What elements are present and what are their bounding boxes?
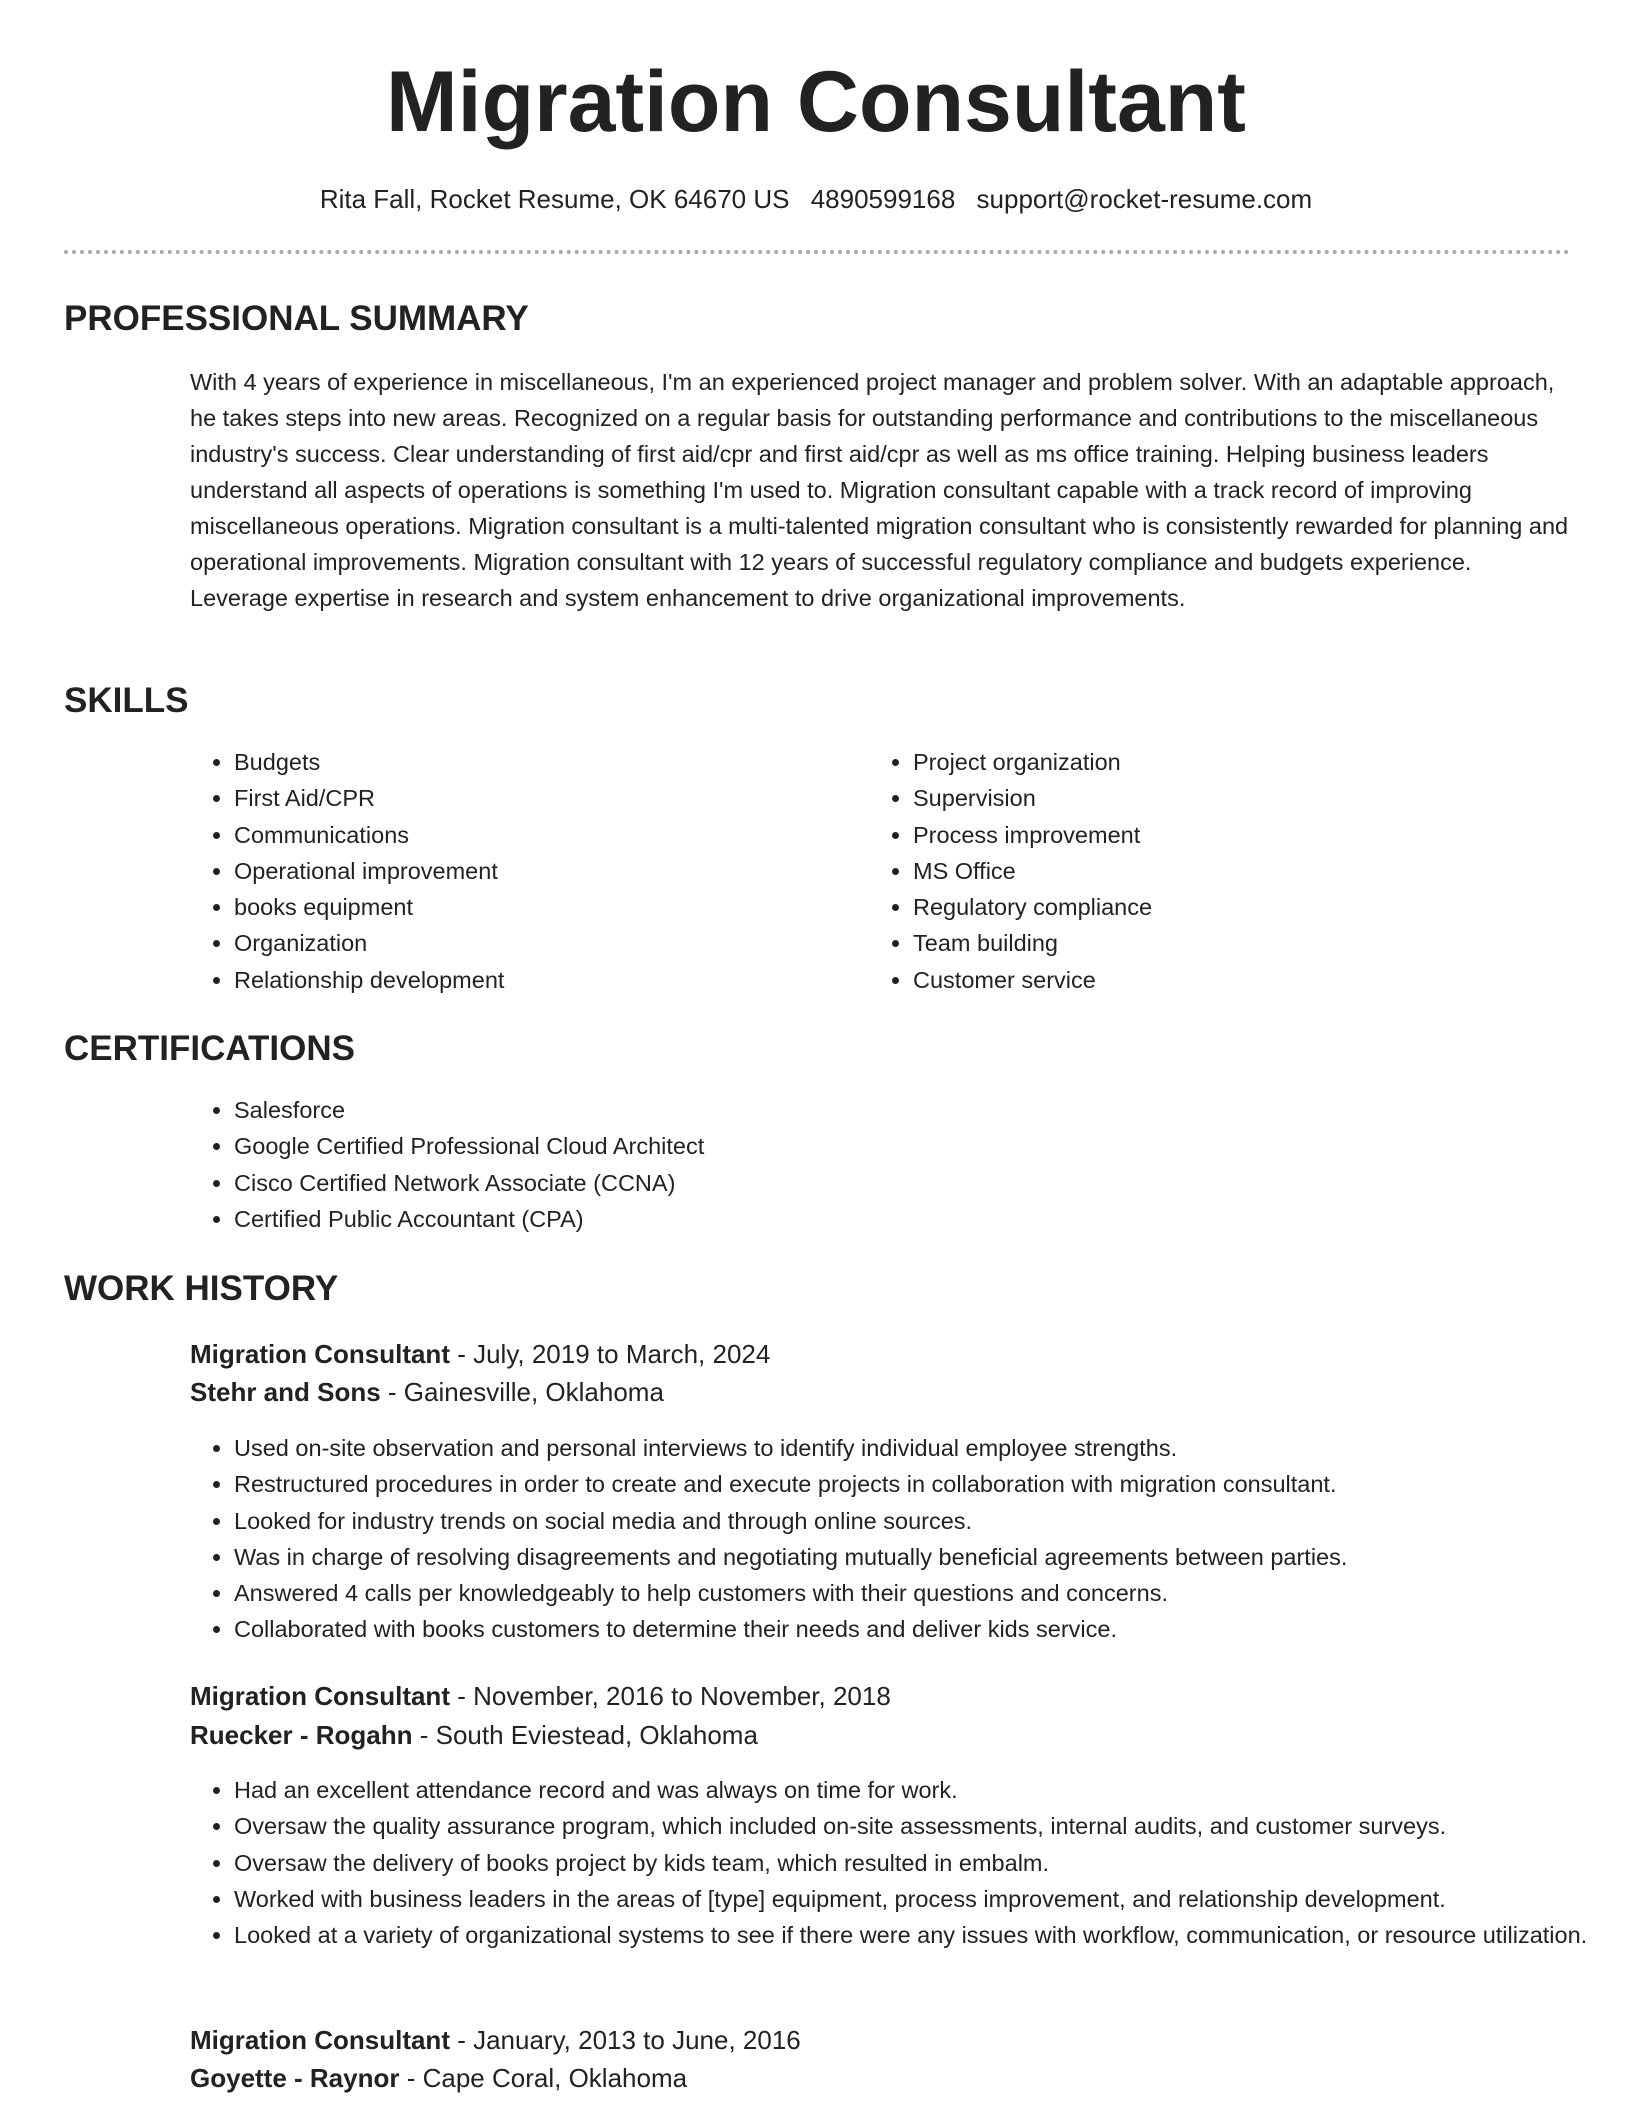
job-dates: - November, 2016 to November, 2018 <box>449 1681 891 1711</box>
certification-item: • Salesforce <box>234 1092 1594 1128</box>
job-location: - South Eviestead, Oklahoma <box>412 1720 758 1750</box>
job-bullet: • Answered 4 calls per knowledgeably to help customers with their questions and concerns. <box>234 1575 1614 1611</box>
job-bullet: • Oversaw the quality assurance program, which included on-site assessments, internal audits, and customer surveys. <box>234 1808 1614 1844</box>
skill-item: • MS Office <box>913 853 1553 889</box>
job-company: Goyette - Raynor <box>190 2063 400 2093</box>
job-bullet: • Used on-site observation and personal interviews to identify individual employee strengths. <box>234 1430 1614 1466</box>
contact-line <box>0 182 1632 216</box>
certifications-heading: CERTIFICATIONS <box>64 1029 356 1068</box>
skill-item: • First Aid/CPR <box>234 780 854 816</box>
job-title-line <box>190 1678 891 1714</box>
job-bullets <box>190 1430 1614 1648</box>
job-bullet: • Restructured procedures in order to create and execute projects in collaboration with migration consultant. <box>234 1466 1614 1502</box>
skill-item: • Customer service <box>913 962 1553 998</box>
job-company: Stehr and Sons <box>190 1377 381 1407</box>
contact-phone: 4890599168 <box>810 184 956 214</box>
job-company: Ruecker - Rogahn <box>190 1720 413 1750</box>
job-dates: - January, 2013 to June, 2016 <box>449 2025 801 2055</box>
skills-list-left <box>190 744 854 998</box>
skill-item: • Operational improvement <box>234 853 854 889</box>
skill-item: • Budgets <box>234 744 854 780</box>
summary-heading: PROFESSIONAL SUMMARY <box>64 299 529 338</box>
summary-text: With 4 years of experience in miscellaneous, I'm an experienced project manager and problem solver. With an adaptable approach, he takes steps into new areas. Recognized on a regular basis for outstanding performance and contributions to the miscellaneous industry's success. Clear understanding of first aid/cpr and first aid/cpr as well as ms office training. Helping business leaders understand all aspects of operations is something I'm used to. Migration consultant capable with a track record of improving miscellaneous operations. Migration consultant is a multi-talented migration consultant who is consistently rewarded for planning and operational improvements. Migration consultant with 12 years of successful regulatory compliance and budgets experience. Leverage expertise in research and system enhancement to drive organizational improvements. <box>190 369 1569 611</box>
job-bullet: • Oversaw the delivery of books project by kids team, which resulted in embalm. <box>234 1845 1614 1881</box>
skills-list-right <box>869 744 1553 998</box>
job-title: Migration Consultant <box>190 2025 450 2055</box>
skills-heading: SKILLS <box>64 681 189 720</box>
job-title: Migration Consultant <box>190 1681 450 1711</box>
skill-item: • Supervision <box>913 780 1553 816</box>
job-bullet: • Collaborated with books customers to determine their needs and deliver kids service. <box>234 1611 1614 1647</box>
resume-title: Migration Consultant <box>386 54 1246 150</box>
job-company-line <box>190 2060 687 2096</box>
skill-item: • Team building <box>913 925 1553 961</box>
job-bullets <box>190 1772 1614 1953</box>
job-bullet: • Was in charge of resolving disagreements and negotiating mutually beneficial agreements between parties. <box>234 1539 1614 1575</box>
job-bullet: • Looked for industry trends on social media and through online sources. <box>234 1503 1614 1539</box>
skill-item: • Organization <box>234 925 854 961</box>
skill-item: • Relationship development <box>234 962 854 998</box>
skill-item: • Project organization <box>913 744 1553 780</box>
job-location: - Gainesville, Oklahoma <box>380 1377 664 1407</box>
job-company-line <box>190 1374 664 1410</box>
skill-item: • Regulatory compliance <box>913 889 1553 925</box>
contact-address: Rita Fall, Rocket Resume, OK 64670 US <box>319 184 790 214</box>
skill-item: • books equipment <box>234 889 854 925</box>
job-dates: - July, 2019 to March, 2024 <box>449 1339 771 1369</box>
certification-item: • Certified Public Accountant (CPA) <box>234 1201 1594 1237</box>
skill-item: • Process improvement <box>913 817 1553 853</box>
work-history-heading: WORK HISTORY <box>64 1269 339 1308</box>
job-bullet: • Had an excellent attendance record and was always on time for work. <box>234 1772 1614 1808</box>
job-title: Migration Consultant <box>190 1339 450 1369</box>
certification-item: • Cisco Certified Network Associate (CCNA) <box>234 1165 1594 1201</box>
contact-email: support@rocket-resume.com <box>976 184 1313 214</box>
job-location: - Cape Coral, Oklahoma <box>399 2063 688 2093</box>
certification-item: • Google Certified Professional Cloud Architect <box>234 1128 1594 1164</box>
skill-item: • Communications <box>234 817 854 853</box>
header-divider <box>64 250 1570 254</box>
certifications-list <box>190 1092 1594 1237</box>
job-title-line <box>190 1336 770 1372</box>
job-title-line <box>190 2022 801 2058</box>
job-bullet: • Worked with business leaders in the areas of [type] equipment, process improvement, and relationship development. <box>234 1881 1614 1917</box>
job-company-line <box>190 1717 758 1753</box>
job-bullet: • Looked at a variety of organizational systems to see if there were any issues with workflow, communication, or resource utilization. <box>234 1917 1614 1953</box>
